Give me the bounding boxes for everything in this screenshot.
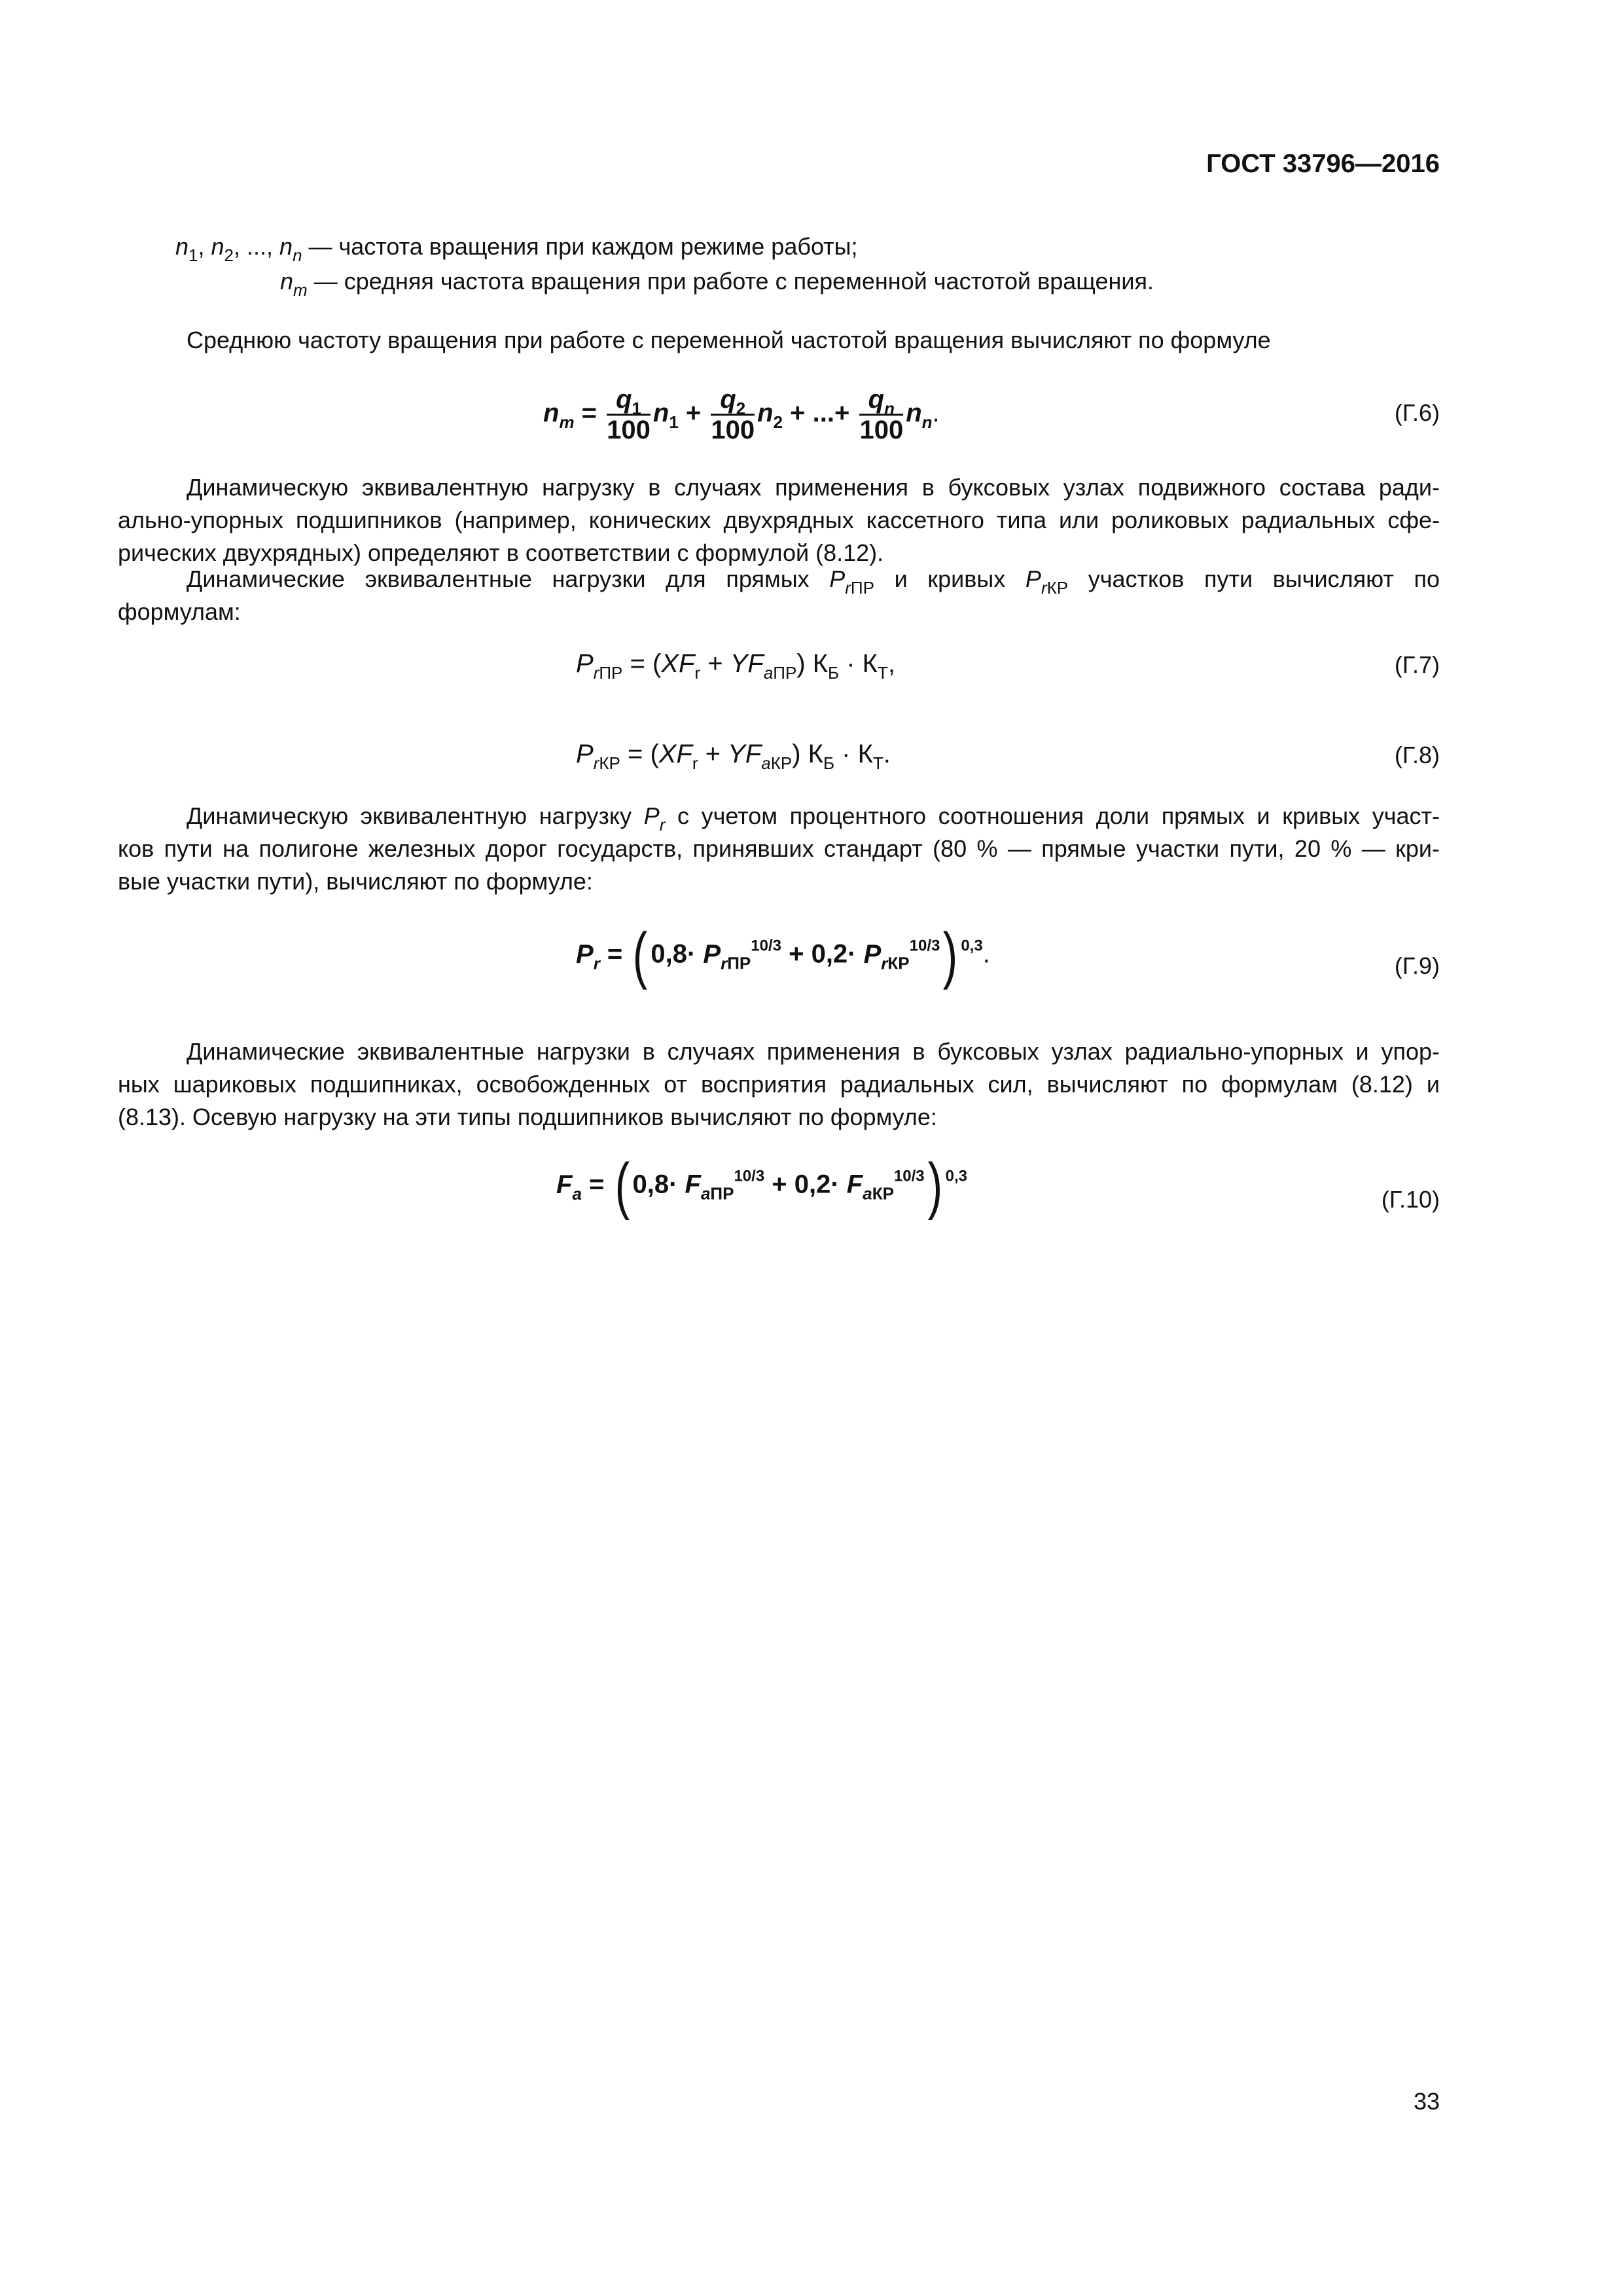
legend-item-2 [280, 267, 1154, 300]
formula-g6: $n_m$ = $\frac{q_1}{100}$ $n_1$ + $\frac{q_2}{100}$ $n_2$ + ...+ $\frac{q_n}{100}$ $n_n$. [543, 385, 940, 444]
equation-number-g7: (Г.7) [1394, 651, 1440, 678]
legend-symbol-nm: $n_m$ [280, 268, 308, 300]
legend-text-1: — частота вращения при каждом режиме работы; [308, 233, 858, 260]
standard-header: ГОСТ 33796—2016 [1206, 149, 1440, 178]
paragraph-4: Динамическую эквивалентную нагрузку $P_r$ с учетом процентного соотношения доли прямых и кривых участ- ков пути на полигоне железных дорог государств, принявших стандарт (80 % — прямые участки пути, 20 % — кри- вые участки пути), вычисляют по формуле: [118, 802, 1440, 895]
paragraph-3: Динамические эквивалентные нагрузки для прямых $P_{rПР}$ и кривых $P_{rКР}$ участков пути вычисляют по формулам: [118, 565, 1440, 625]
legend-text-2: — средняя частота вращения при работе с переменной частотой вращения. [313, 268, 1154, 295]
formula-g8: $P_{rКР} = (XF_r + YF_{aКР}) К_Б \cdot К_Т$. [576, 740, 891, 773]
legend-item-1 [175, 232, 858, 265]
equation-number-g8: (Г.8) [1394, 742, 1440, 768]
formula-g9: $P_r$ = ( $0,8\cdot P_{rПР}^{10/3} + 0,2\cdot P_{rКР}^{10/3}$) $^{0,3}$. [576, 920, 990, 990]
equation-number-g10: (Г.10) [1381, 1186, 1440, 1213]
paragraph-5: Динамические эквивалентные нагрузки в случаях применения в буксовых узлах радиально-упорных и упор- ных шариковых подшипниках, освобожденных от восприятия радиальных сил, вычисляют по формулам (8.12) и (8.13). Осевую нагрузку на эти типы подшипников вычисляют по формуле: [118, 1038, 1440, 1130]
equation-number-g6: (Г.6) [1394, 399, 1440, 426]
page-number: 33 [1413, 2088, 1440, 2115]
formula-g7: $P_{rПР} = (XF_r + YF_{aПР}) К_Б \cdot К_Т$, [576, 649, 895, 683]
formula-g10: $F_a$ = ( $0,8\cdot F_{aПР}^{10/3} + 0,2\cdot F_{aКР}^{10/3}$) $^{0,3}$ [556, 1151, 967, 1221]
paragraph-2: Динамическую эквивалентную нагрузку в случаях применения в буксовых узлах подвижного состава ради- ально-упорных подшипников (например, конических двухрядных кассетного типа или роликовых радиальных сфе- рических двухрядных) определяют в соответствии с формулой (8.12). [118, 474, 1440, 566]
legend-symbol-n-list: $n_1$, $n_2$, ..., $n_n$ [175, 233, 302, 265]
equation-number-g9: (Г.9) [1394, 952, 1440, 979]
paragraph-1: Среднюю частоту вращения при работе с переменной частотой вращения вычисляют по формуле [187, 327, 1271, 353]
